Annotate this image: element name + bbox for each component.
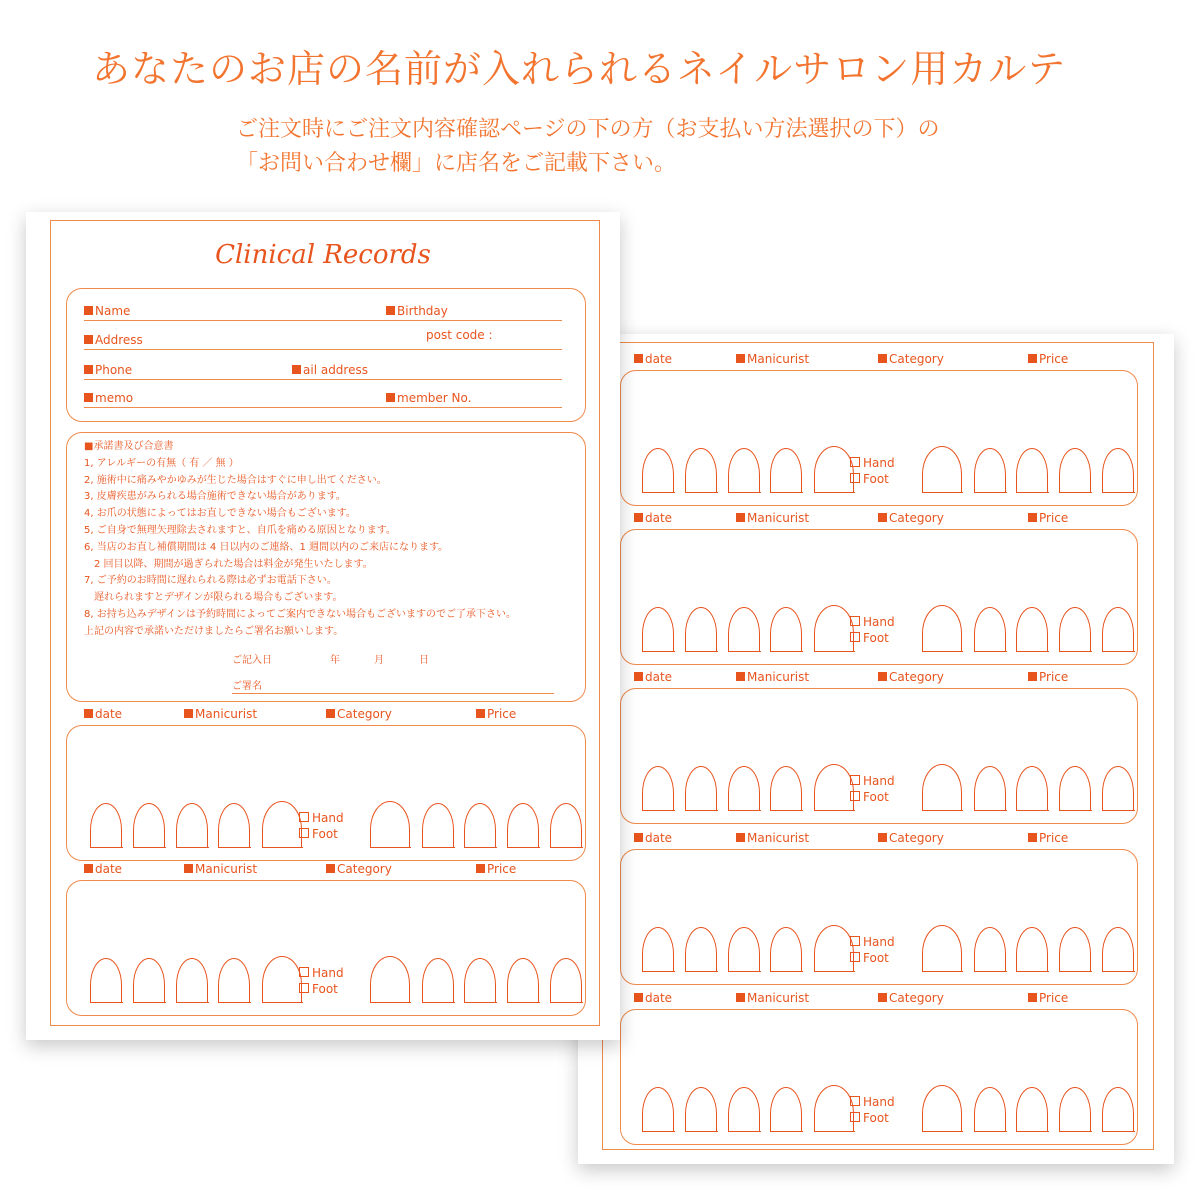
memo-line <box>84 407 562 408</box>
nail-outline <box>1102 1087 1134 1132</box>
nail-outline <box>218 958 250 1003</box>
hand-checkbox[interactable]: Hand <box>850 615 895 630</box>
record-manicurist-label: Manicurist <box>736 991 809 1005</box>
record-price-label: Price <box>476 707 516 721</box>
day-label: 日 <box>419 655 429 666</box>
nail-outline <box>1102 927 1134 972</box>
foot-checkbox[interactable]: Foot <box>299 827 338 842</box>
hand-checkbox[interactable]: Hand <box>299 966 344 981</box>
foot-checkbox[interactable]: Foot <box>850 472 889 487</box>
nail-outline <box>728 927 760 972</box>
record-category-label: Category <box>326 862 392 876</box>
nail-outline <box>1059 927 1091 972</box>
hand-checkbox[interactable]: Hand <box>850 935 895 950</box>
nail-outline <box>1016 766 1048 811</box>
memo-label: memo <box>84 391 133 405</box>
nail-outline <box>133 803 165 848</box>
nail-outline <box>1016 607 1048 652</box>
signature-label: ご署名 <box>232 681 262 692</box>
foot-checkbox[interactable]: Foot <box>850 790 889 805</box>
record-price-label: Price <box>1028 831 1068 845</box>
nail-outline <box>728 448 760 493</box>
record-price-label: Price <box>1028 511 1068 525</box>
back-sheet <box>578 334 1174 1164</box>
nail-outline <box>176 958 208 1003</box>
nail-outline <box>974 766 1006 811</box>
consent-line: 2 回目以降、期間が過ぎられた場合は料金が発生いたします。 <box>84 558 373 570</box>
order-note-line-2: 「お問い合わせ欄」に店名をご記載下さい。 <box>236 151 677 176</box>
foot-checkbox[interactable]: Foot <box>850 631 889 646</box>
record-manicurist-label: Manicurist <box>184 707 257 721</box>
hand-checkbox[interactable]: Hand <box>299 811 344 826</box>
nail-outline <box>464 958 496 1003</box>
record-date-label: date <box>84 707 122 721</box>
member-label: member No. <box>386 391 471 405</box>
consent-line: 5, ご自身で無理矢理除去されますと、自爪を痛める原因となります。 <box>84 524 396 536</box>
nail-outline <box>422 958 454 1003</box>
nail-outline <box>642 448 674 493</box>
consent-text <box>84 439 516 641</box>
month-label: 月 <box>374 655 384 666</box>
headline: あなたのお店の名前が入れられるネイルサロン用カルテ <box>92 47 1067 91</box>
record-manicurist-label: Manicurist <box>736 352 809 366</box>
hand-checkbox[interactable]: Hand <box>850 1095 895 1110</box>
consent-line: 3, 皮膚疾患がみられる場合施術できない場合があります。 <box>84 491 346 503</box>
hand-checkbox[interactable]: Hand <box>850 456 895 471</box>
record-category-label: Category <box>878 352 944 366</box>
fill-date-label: ご記入日 <box>232 655 272 666</box>
birthday-label: Birthday <box>386 304 448 318</box>
front-sheet <box>26 212 620 1040</box>
nail-outline <box>133 958 165 1003</box>
nail-outline <box>1102 766 1134 811</box>
nail-outline <box>770 766 802 811</box>
nail-outline <box>685 1087 717 1132</box>
nail-outline <box>642 607 674 652</box>
nail-outline <box>464 803 496 848</box>
nail-outline <box>550 958 582 1003</box>
signature-line <box>232 693 554 694</box>
nail-outline <box>642 1087 674 1132</box>
phone-label: Phone <box>84 363 132 377</box>
nail-outline <box>770 927 802 972</box>
nail-outline <box>1059 1087 1091 1132</box>
consent-line: 6, 当店のお直し補償期間は 4 日以内のご連絡、1 週間以内のご来店になります。 <box>84 541 449 553</box>
record-manicurist-label: Manicurist <box>184 862 257 876</box>
nail-outline <box>685 607 717 652</box>
nail-outline <box>176 803 208 848</box>
name-label: Name <box>84 304 130 318</box>
record-category-label: Category <box>326 707 392 721</box>
record-price-label: Price <box>476 862 516 876</box>
record-price-label: Price <box>1028 991 1068 1005</box>
consent-line: 8, お持ち込みデザインは予約時間によってご案内できない場合もございますのでご了承下さい。 <box>84 608 517 620</box>
consent-line: 4, お爪の状態によってはお直しできない場合もございます。 <box>84 508 356 520</box>
nail-outline <box>642 766 674 811</box>
customer-info-box <box>66 288 586 422</box>
record-date-label: date <box>634 831 672 845</box>
mail-label: ail address <box>292 363 368 377</box>
nail-outline <box>1059 607 1091 652</box>
consent-line: 7, ご予約のお時間に遅れられる際は必ずお電話下さい。 <box>84 575 337 587</box>
record-category-label: Category <box>878 670 944 684</box>
nail-outline <box>507 803 539 848</box>
record-manicurist-label: Manicurist <box>736 511 809 525</box>
nail-outline <box>685 448 717 493</box>
nail-outline <box>770 448 802 493</box>
record-date-label: date <box>634 670 672 684</box>
nail-outline <box>422 803 454 848</box>
address-label: Address <box>84 333 143 347</box>
record-manicurist-label: Manicurist <box>736 831 809 845</box>
foot-checkbox[interactable]: Foot <box>850 951 889 966</box>
record-category-label: Category <box>878 511 944 525</box>
record-date-label: date <box>634 352 672 366</box>
record-date-label: date <box>634 991 672 1005</box>
nail-outline <box>685 766 717 811</box>
consent-heading: ■承諾書及び合意書 <box>84 441 174 452</box>
consent-line: 上記の内容で承諾いただけましたらご署名お願いします。 <box>84 625 344 637</box>
nail-outline <box>728 1087 760 1132</box>
name-line <box>84 320 562 321</box>
nail-outline <box>974 607 1006 652</box>
nail-outline <box>685 927 717 972</box>
nail-outline <box>728 607 760 652</box>
consent-line: 2, 施術中に痛みやかゆみが生じた場合はすぐに申し出てください。 <box>84 474 387 486</box>
hand-checkbox[interactable]: Hand <box>850 774 895 789</box>
record-date-label: date <box>634 511 672 525</box>
record-category-label: Category <box>878 831 944 845</box>
foot-checkbox[interactable]: Foot <box>850 1111 889 1126</box>
sheet-title: Clinical Records <box>215 240 431 270</box>
nail-outline <box>1102 448 1134 493</box>
post-code-label: post code : <box>426 328 493 342</box>
nail-outline <box>218 803 250 848</box>
nail-outline <box>1016 927 1048 972</box>
nail-outline <box>770 607 802 652</box>
nail-outline <box>770 1087 802 1132</box>
nail-outline <box>1016 448 1048 493</box>
nail-outline <box>90 958 122 1003</box>
nail-outline <box>90 803 122 848</box>
nail-outline <box>550 803 582 848</box>
foot-checkbox[interactable]: Foot <box>299 982 338 997</box>
consent-line: 遅れられますとデザインが限られる場合もございます。 <box>84 592 343 604</box>
consent-line: 1, アレルギーの有無（ 有 ／ 無 ） <box>84 457 239 469</box>
nail-outline <box>974 448 1006 493</box>
nail-outline <box>728 766 760 811</box>
order-note-line-1: ご注文時にご注文内容確認ページの下の方（お支払い方法選択の下）の <box>236 117 940 142</box>
nail-outline <box>1016 1087 1048 1132</box>
phone-line <box>84 379 562 380</box>
nail-outline <box>1102 607 1134 652</box>
record-date-label: date <box>84 862 122 876</box>
address-line <box>84 349 562 350</box>
record-price-label: Price <box>1028 670 1068 684</box>
record-price-label: Price <box>1028 352 1068 366</box>
record-manicurist-label: Manicurist <box>736 670 809 684</box>
nail-outline <box>974 1087 1006 1132</box>
nail-outline <box>507 958 539 1003</box>
nail-outline <box>642 927 674 972</box>
nail-outline <box>1059 766 1091 811</box>
year-label: 年 <box>330 655 340 666</box>
nail-outline <box>974 927 1006 972</box>
record-category-label: Category <box>878 991 944 1005</box>
nail-outline <box>1059 448 1091 493</box>
